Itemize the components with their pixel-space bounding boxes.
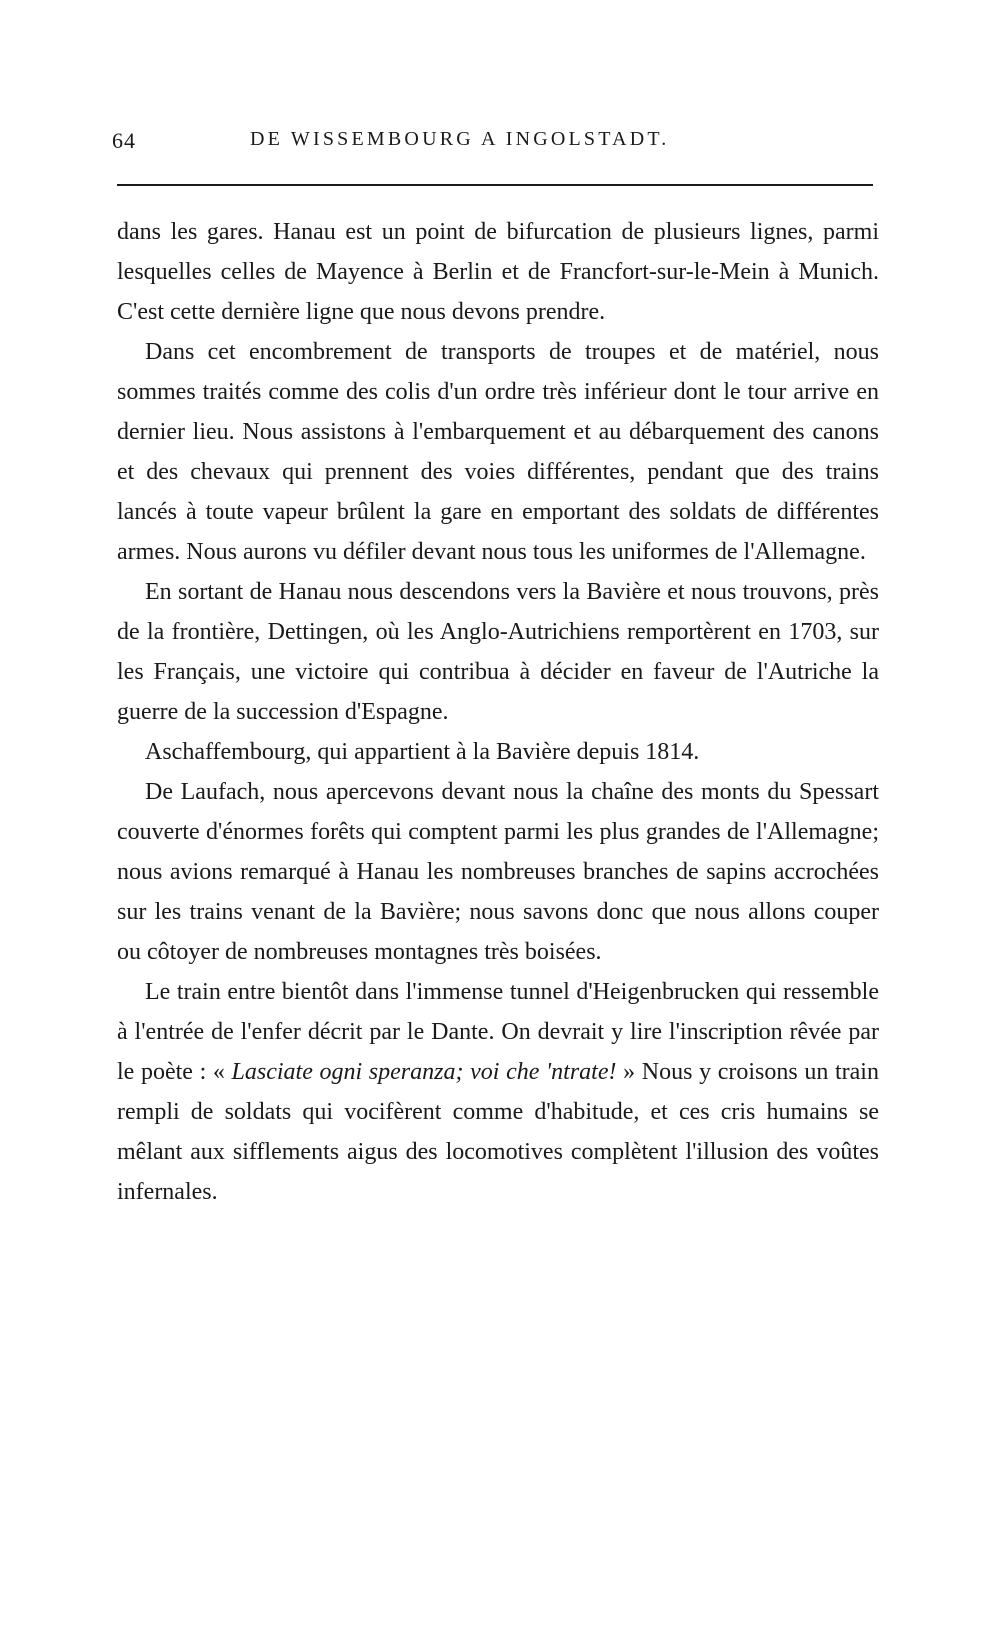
header-divider <box>117 184 873 186</box>
paragraph-text: Le train entre bientôt dans l'immense tunnel d'Heigenbrucken qui ressemble à l'entrée de l'enfer décrit par le Dante. On devrait y lire l'inscription rêvée par le poète : « <box>117 979 879 1085</box>
paragraph: De Laufach, nous apercevons devant nous la chaîne des monts du Spessart couverte d'énormes forêts qui comptent parmi les plus grandes de l'Allemagne; nous avions remarqué à Hanau les nombreuses branches de sapins accrochées sur les trains venant de la Bavière; nous savons donc que nous allons couper ou côtoyer de nombreuses montagnes très boisées. <box>117 779 879 965</box>
paragraph: En sortant de Hanau nous descendons vers la Bavière et nous trouvons, près de la frontière, Dettingen, où les Anglo-Autrichiens remportèrent en 1703, sur les Français, une victoire qui contribua à décider en faveur de l'Autriche la guerre de la succession d'Espagne. <box>117 579 879 725</box>
page-header <box>112 128 874 164</box>
page-number: 64 <box>112 128 136 153</box>
paragraph <box>117 972 879 1212</box>
paragraph: Aschaffembourg, qui appartient à la Bavière depuis 1814. <box>145 739 700 765</box>
paragraph-text: » Nous y croisons un train rempli de soldats qui vocifèrent comme d'habitude, et ces cris humains se mêlant aux sifflements aigus des locomotives complètent l'illusion des voûtes infernales. <box>117 1059 879 1205</box>
paragraph: dans les gares. Hanau est un point de bifurcation de plusieurs lignes, parmi lesquelles celles de Mayence à Berlin et de Francfort-sur-le-Mein à Munich. C'est cette dernière ligne que nous devons prendre. <box>117 219 879 325</box>
italian-quote: Lasciate ogni speranza; voi che 'ntrate! <box>231 1059 617 1085</box>
running-title: DE WISSEMBOURG A INGOLSTADT. <box>250 128 670 150</box>
body-text <box>117 212 879 1212</box>
paragraph: Dans cet encombrement de transports de troupes et de matériel, nous sommes traités comme des colis d'un ordre très inférieur dont le tour arrive en dernier lieu. Nous assistons à l'embarquement et au débarquement des canons et des chevaux qui prennent des voies différentes, pendant que des trains lancés à toute vapeur brûlent la gare en emportant des soldats de différentes armes. Nous aurons vu défiler devant nous tous les uniformes de l'Allemagne. <box>117 339 879 565</box>
